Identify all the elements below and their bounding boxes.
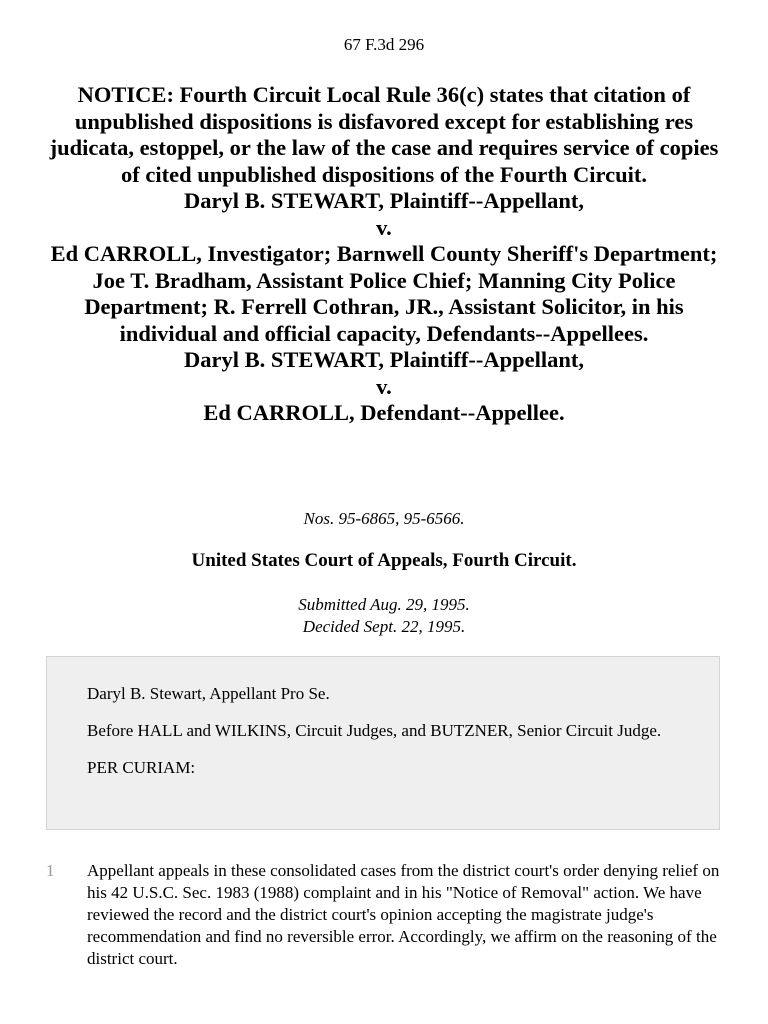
submitted-date: Submitted Aug. 29, 1995. — [298, 595, 470, 614]
court-name: United States Court of Appeals, Fourth Circuit. — [191, 550, 577, 571]
citation: 67 F.3d 296 — [343, 35, 425, 54]
appellant-party-second: Daryl B. STEWART, Plaintiff--Appellant, — [183, 347, 585, 372]
versus-label: v. — [376, 214, 392, 240]
panel-line: Before HALL and WILKINS, Circuit Judges, and BUTZNER, Senior Circuit Judge. — [87, 721, 662, 740]
decided-date: Decided Sept. 22, 1995. — [302, 617, 466, 636]
case-info-box — [46, 656, 720, 830]
paragraph-text: Appellant appeals in these consolidated cases from the district court's order denying relief on his 42 U.S.C. Sec. 1983 (1988) complaint and in his "Notice of Removal" action. We have reviewed the record and the district court's opinion accepting the magistrate judge's recommendation and find no reversible error. Accordingly, we affirm on the reasoning of the district court. — [87, 861, 720, 968]
opinion-paragraph — [46, 860, 726, 970]
paragraph-number: 1 — [46, 861, 55, 880]
versus-label-second: v. — [376, 373, 392, 399]
notice-text: NOTICE: Fourth Circuit Local Rule 36(c) states that citation of unpublished dispositions is disfavored except for establishing res judicata, estoppel, or the law of the case and requires service of copies of cited unpublished dispositions of the Fourth Circuit. — [49, 82, 719, 187]
per-curiam-line: PER CURIAM: — [87, 758, 196, 777]
appellee-party-second: Ed CARROLL, Defendant--Appellee. — [203, 400, 565, 425]
counsel-line: Daryl B. Stewart, Appellant Pro Se. — [87, 684, 330, 703]
appellee-parties: Ed CARROLL, Investigator; Barnwell County Sheriff's Department; Joe T. Bradham, Assistant Police Chief; Manning City Police Department; R. Ferrell Cothran, JR., Assistant Solicitor, in his individual and official capacity, Defendants--Appellees. — [50, 241, 718, 346]
decision-dates — [0, 594, 768, 638]
appellant-party: Daryl B. STEWART, Plaintiff--Appellant, — [183, 188, 585, 213]
docket-numbers: Nos. 95-6865, 95-6566. — [303, 509, 465, 528]
case-heading — [40, 82, 728, 427]
